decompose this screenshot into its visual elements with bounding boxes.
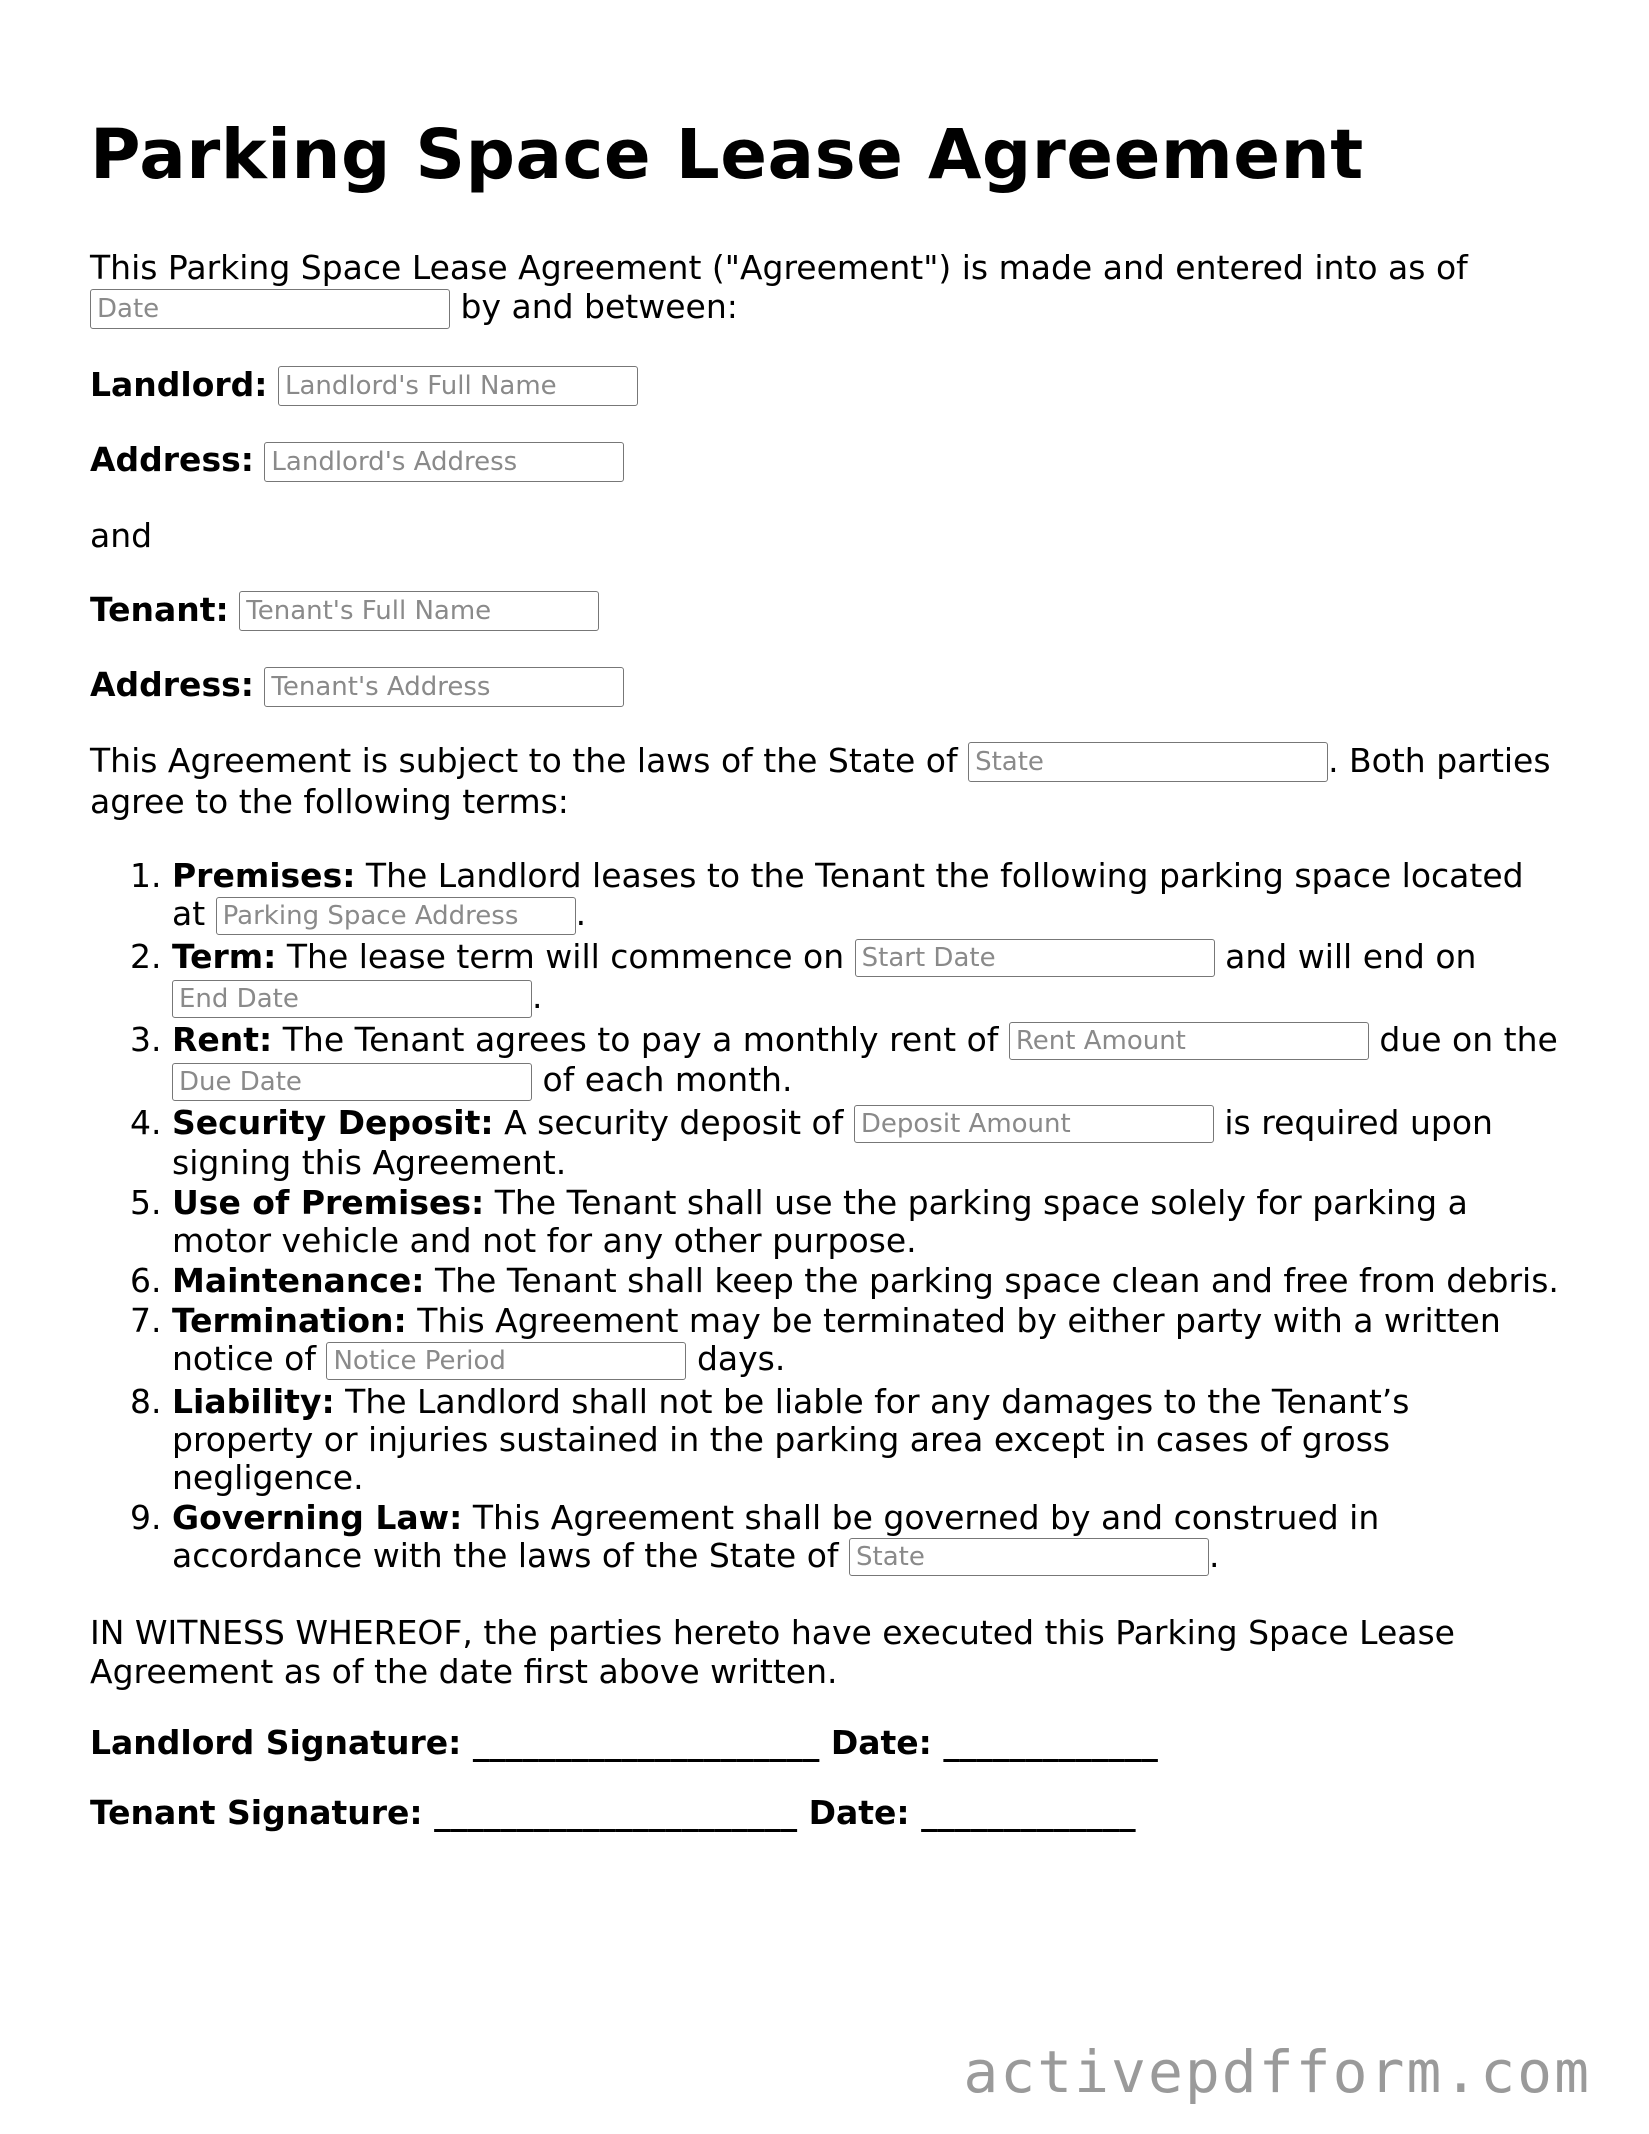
- landlord-address-row: [90, 440, 1559, 482]
- tenant-name-row: [90, 590, 1559, 632]
- term-rent: [172, 1021, 1559, 1102]
- term-title: Maintenance:: [172, 1261, 425, 1300]
- witness-paragraph: IN WITNESS WHEREOF, the parties hereto have executed this Parking Space Lease Agreement as of the date first above written.: [90, 1613, 1455, 1691]
- watermark: activepdfform.com: [963, 2038, 1591, 2106]
- landlord-signature-line: Landlord Signature: _____________________ Date: _____________: [90, 1723, 1158, 1762]
- term-premises: [172, 857, 1559, 936]
- term-text: and will end on: [1225, 936, 1477, 976]
- term-text: The Landlord leases to the Tenant the following parking space located at: [172, 856, 1524, 933]
- term-text: This Agreement shall be governed by and construed in accordance with the laws of the State of: [172, 1497, 1380, 1575]
- term-text: This Agreement may be terminated by either party with a written notice of: [172, 1301, 1501, 1378]
- term-governing-law: [172, 1499, 1559, 1578]
- parking-space-address-input[interactable]: [216, 897, 576, 935]
- term-maintenance: [172, 1262, 1559, 1300]
- term-title: Use of Premises:: [172, 1183, 485, 1222]
- term-text: A security deposit of: [504, 1102, 844, 1142]
- due-date-input[interactable]: [172, 1063, 532, 1101]
- term-text: The Tenant shall keep the parking space clean and free from debris.: [434, 1261, 1559, 1300]
- term-text: The lease term will commence on: [286, 936, 845, 976]
- term-title: Governing Law:: [172, 1497, 463, 1537]
- term-security-deposit: [172, 1104, 1559, 1183]
- terms-list: [90, 857, 1559, 1577]
- term-use-of-premises: [172, 1184, 1559, 1260]
- law-text: This Agreement is subject to the laws of the State of: [90, 740, 958, 780]
- notice-period-input[interactable]: [326, 1342, 686, 1380]
- state-input[interactable]: [968, 742, 1328, 782]
- landlord-name-row: [90, 365, 1559, 407]
- governing-state-paragraph: [90, 741, 1559, 822]
- term-text: The Tenant shall use the parking space solely for parking a motor vehicle and not for any other purpose.: [172, 1183, 1468, 1260]
- agreement-date-input[interactable]: [90, 289, 450, 329]
- intro-paragraph: [90, 248, 1559, 329]
- landlord-address-input[interactable]: [264, 442, 624, 482]
- tenant-address-input[interactable]: [264, 667, 624, 707]
- term-text: The Tenant agrees to pay a monthly rent of: [282, 1019, 999, 1059]
- term-text: is required upon signing this Agreement.: [172, 1102, 1493, 1182]
- intro-text-after: by and between:: [460, 287, 738, 326]
- end-date-input[interactable]: [172, 980, 532, 1018]
- deposit-amount-input[interactable]: [854, 1105, 1214, 1143]
- term-end: .: [575, 894, 587, 933]
- start-date-input[interactable]: [855, 939, 1215, 977]
- term-text: The Landlord shall not be liable for any damages to the Tenant’s property or injuries sustained in the parking area except in cases of gross negligence.: [172, 1381, 1410, 1497]
- term-end: .: [1209, 1535, 1220, 1575]
- tenant-signature-line: Tenant Signature: ______________________ Date: _____________: [90, 1793, 1136, 1832]
- tenant-label: Tenant:: [90, 589, 229, 629]
- landlord-label: Landlord:: [90, 364, 268, 404]
- tenant-name-input[interactable]: [239, 591, 599, 631]
- landlord-address-label: Address:: [90, 440, 254, 479]
- page-title: Parking Space Lease Agreement: [90, 115, 1364, 195]
- tenant-address-row: [90, 665, 1559, 707]
- term-text: due on the: [1379, 1019, 1558, 1059]
- term-text: days.: [696, 1339, 786, 1378]
- term-title: Security Deposit:: [172, 1102, 494, 1142]
- tenant-address-label: Address:: [90, 665, 254, 704]
- term-title: Premises:: [172, 856, 356, 895]
- term-term: [172, 938, 1559, 1019]
- term-end: .: [532, 977, 543, 1016]
- term-text: of each month.: [542, 1060, 793, 1099]
- law-text-after: . Both parties agree to the following terms:: [90, 740, 1551, 821]
- term-title: Liability:: [172, 1381, 335, 1421]
- term-title: Rent:: [172, 1019, 273, 1059]
- and-text: and: [90, 515, 153, 555]
- term-termination: [172, 1302, 1559, 1381]
- term-title: Termination:: [172, 1301, 407, 1340]
- term-liability: [172, 1383, 1559, 1497]
- term-title: Term:: [172, 936, 277, 976]
- landlord-name-input[interactable]: [278, 366, 638, 406]
- rent-amount-input[interactable]: [1009, 1022, 1369, 1060]
- intro-text: This Parking Space Lease Agreement ("Agreement") is made and entered into as of: [90, 248, 1468, 287]
- governing-state-input[interactable]: [849, 1538, 1209, 1576]
